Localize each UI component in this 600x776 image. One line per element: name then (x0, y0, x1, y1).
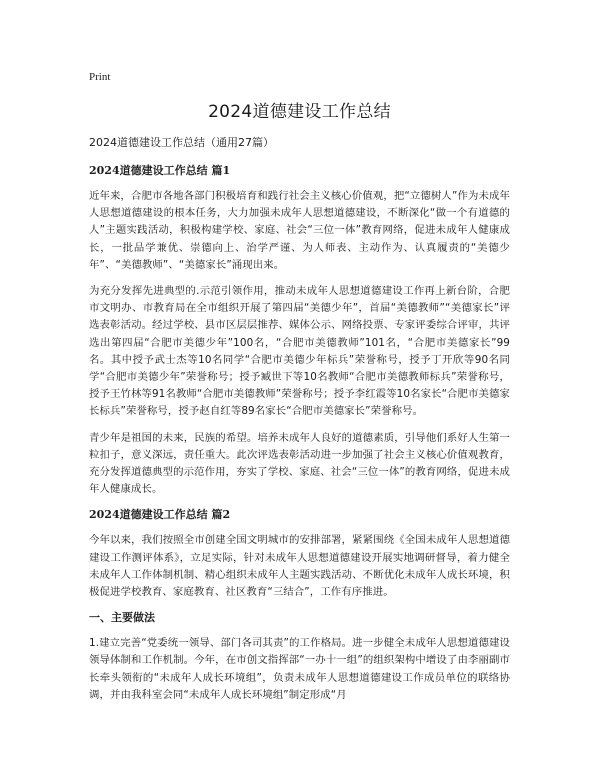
paragraph: 1.建立完善“党委统一领导、部门各司其责”的工作格局。进一步健全未成年人思想道德建设领导体制和工作机制。今年，在市创文指挥部“一办十一组”的组织架构中增设了由李丽副市长牵头领衔的“未成年人成长环境组”，负责未成年人思想道德建设工作成员单位的联络协调，并由我科室会同“未成年人成长环境组”制定形成“月 (89, 637, 510, 701)
print-label: Print (89, 71, 111, 83)
section-heading-2: 2024道德建设工作总结 篇2 (89, 508, 231, 522)
section-heading-3: 一、主要做法 (89, 611, 155, 625)
document-title: 2024道德建设工作总结 (208, 102, 391, 122)
paragraph: 为充分发挥先进典型的.示范引领作用，推动未成年人思想道德建设工作再上新台阶，合肥市文明办、市教育局在全市组织开展了第四届“美德少年”，首届“美德教师”“美德家长”评选表彰活动。经过学校、县市区层层推荐、媒体公示、网络投票、专家评委综合评审，共评选出第四届“合肥市美德少年”100名，“合肥市美德教师”101名，“合肥市美德家长”99名。其中授予武士杰等10名同学“合肥市美德少年标兵”荣誉称号，授予丁开欣等90名同学“合肥市美德少年”荣誉称号；授予臧世下等10名教师“合肥市美德教师标兵”荣誉称号，授予王竹林等91名教师“合肥市美德教师”荣誉称号；授予李红霞等10名家长“合肥市美德家长标兵”荣誉称号，授予赵自红等89名家长“合肥市美德家长”荣誉称号。 (89, 285, 510, 418)
paragraph: 青少年是祖国的未来，民族的希望。培养未成年人良好的道德素质，引导他们系好人生第一粒扣子，意义深远，责任重大。此次评选表彰活动进一步加强了社会主义核心价值观教育，充分发挥道德典型的示范作用，夯实了学校、家庭、社会“三位一体”的教育网络，促进未成年人健康成长。 (89, 431, 510, 496)
paragraph: 近年来，合肥市各地各部门积极培育和践行社会主义核心价值观，把“立德树人”作为未成年人思想道德建设的根本任务，大力加强未成年人思想道德建设，不断深化“做一个有道德的人”主题实践活动，积极构建学校、家庭、社会“三位一体”教育网络，促进未成年人健康成长，一批品学兼优、崇德向上、治学严谨、为人师表、主动作为、认真履责的“美德少年”、“美德教师”、“美德家长”涌现出来。 (89, 190, 510, 271)
section-heading-1: 2024道德建设工作总结 篇1 (89, 164, 231, 177)
paragraph: 今年以来，我们按照全市创建全国文明城市的安排部署，紧紧围绕《全国未成年人思想道德建设工作测评体系》，立足实际，针对未成年人思想道德建设开展实地调研督导，着力健全未成年人工作体制机制、精心组织未成年人主题实践活动、不断优化未成年人成长环境，积极促进学校教育、家庭教育、社区教育“三结合”，工作有序推进。 (89, 534, 510, 599)
document-subtitle: 2024道德建设工作总结（通用27篇） (89, 136, 274, 149)
